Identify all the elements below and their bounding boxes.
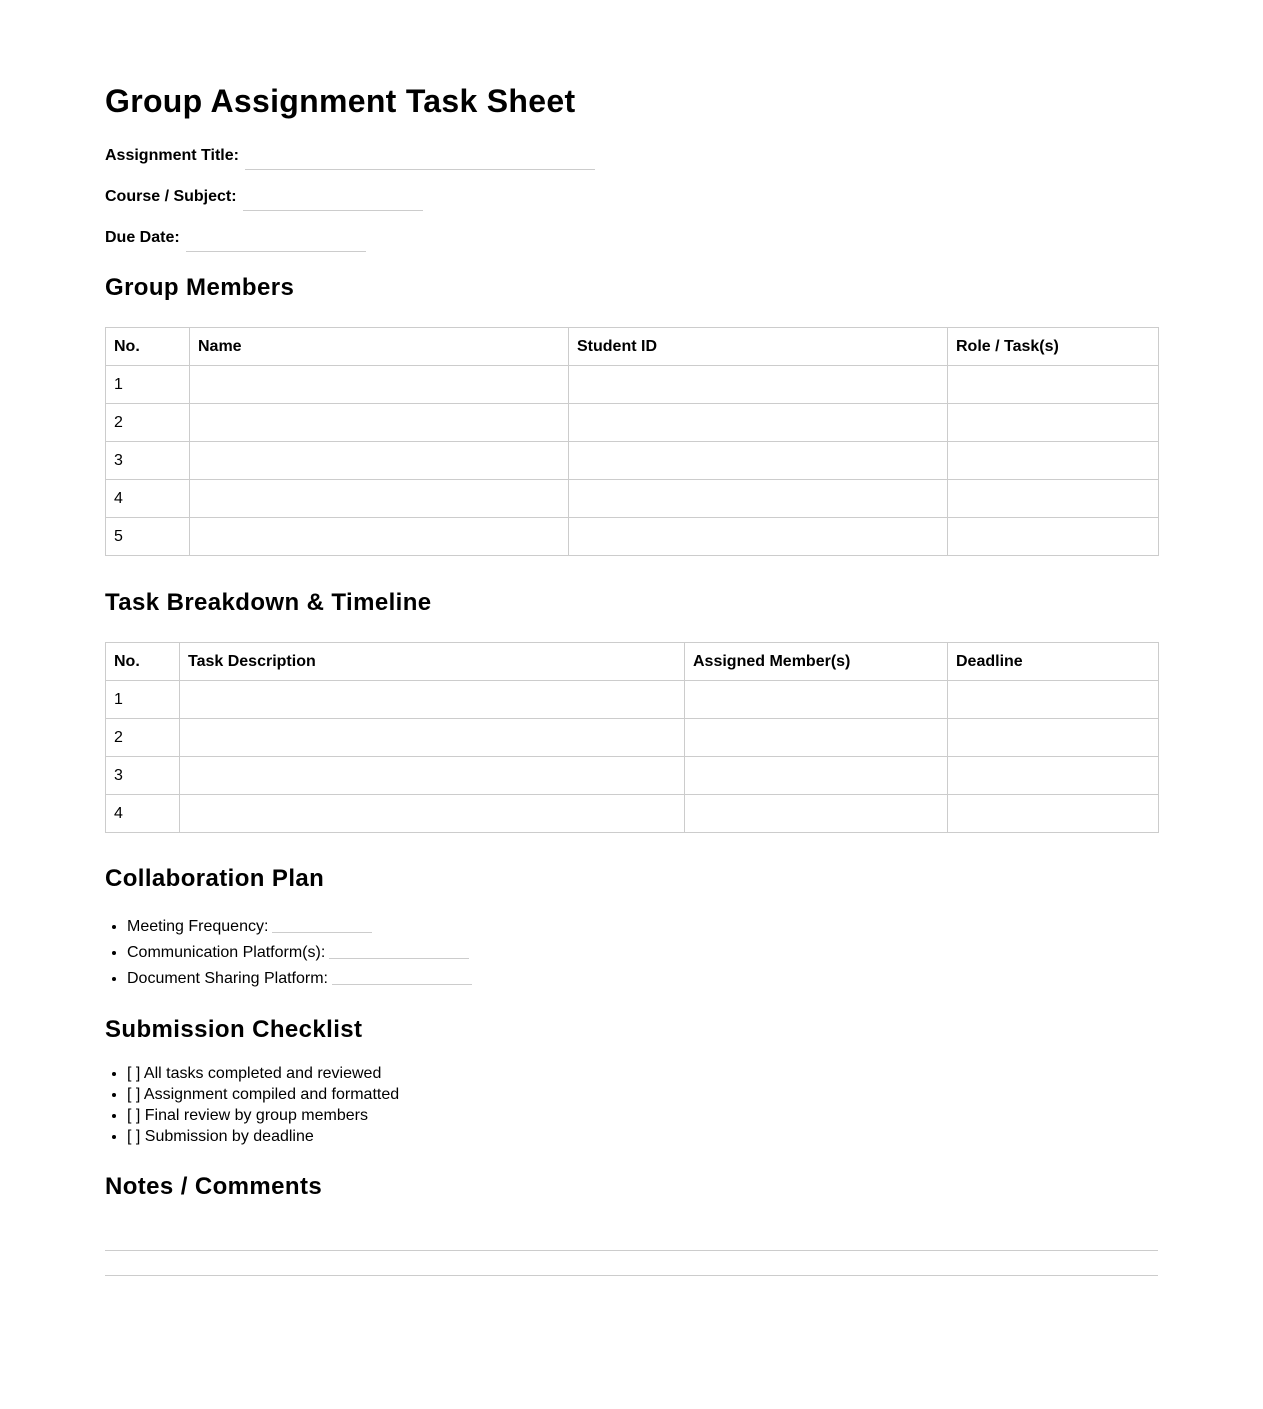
assigned-member-cell[interactable]	[685, 757, 948, 795]
row-number: 3	[106, 757, 180, 795]
table-row	[106, 442, 1159, 480]
collaboration-plan-heading: Collaboration Plan	[105, 865, 325, 892]
role-cell[interactable]	[948, 442, 1159, 480]
communication-platform-blank[interactable]	[329, 957, 469, 959]
row-number: 3	[106, 442, 190, 480]
name-cell[interactable]	[190, 518, 569, 556]
row-number: 1	[106, 366, 190, 404]
table-header-row	[106, 643, 1159, 681]
row-number: 2	[106, 719, 180, 757]
due-date-label: Due Date:	[105, 229, 180, 246]
row-number: 4	[106, 480, 190, 518]
checklist-item: • [ ] Submission by deadline	[127, 1126, 399, 1147]
assignment-title-blank[interactable]	[245, 168, 595, 170]
course-field	[105, 184, 423, 206]
due-date-field	[105, 225, 366, 247]
deadline-cell[interactable]	[948, 757, 1159, 795]
notes-line[interactable]	[105, 1250, 1158, 1251]
student-id-cell[interactable]	[569, 518, 948, 556]
table-row	[106, 719, 1159, 757]
column-header: No.	[106, 643, 180, 681]
list-item	[127, 966, 472, 992]
deadline-cell[interactable]	[948, 719, 1159, 757]
student-id-cell[interactable]	[569, 442, 948, 480]
table-row	[106, 366, 1159, 404]
table-row	[106, 518, 1159, 556]
name-cell[interactable]	[190, 480, 569, 518]
table-row	[106, 404, 1159, 442]
student-id-cell[interactable]	[569, 480, 948, 518]
table-row	[106, 480, 1159, 518]
document-sharing-blank[interactable]	[332, 983, 472, 985]
assignment-title-label: Assignment Title:	[105, 147, 239, 164]
name-cell[interactable]	[190, 366, 569, 404]
row-number: 5	[106, 518, 190, 556]
list-item	[127, 914, 472, 940]
submission-checklist-heading: Submission Checklist	[105, 1016, 363, 1043]
checklist-item: • [ ] Assignment compiled and formatted	[127, 1084, 399, 1105]
task-description-cell[interactable]	[180, 795, 685, 833]
list-item	[127, 940, 472, 966]
communication-platform-label: Communication Platform(s):	[127, 944, 326, 961]
checklist-item: • [ ] Final review by group members	[127, 1105, 399, 1126]
column-header: Role / Task(s)	[948, 328, 1159, 366]
role-cell[interactable]	[948, 518, 1159, 556]
deadline-cell[interactable]	[948, 795, 1159, 833]
collaboration-list	[105, 914, 472, 992]
task-breakdown-heading: Task Breakdown & Timeline	[105, 589, 432, 616]
group-members-table	[105, 327, 1159, 556]
role-cell[interactable]	[948, 480, 1159, 518]
notes-line[interactable]	[105, 1275, 1158, 1276]
assigned-member-cell[interactable]	[685, 795, 948, 833]
course-label: Course / Subject:	[105, 188, 237, 205]
meeting-frequency-blank[interactable]	[272, 931, 372, 933]
assignment-title-field	[105, 143, 595, 165]
task-breakdown-table	[105, 642, 1159, 833]
row-number: 2	[106, 404, 190, 442]
course-blank[interactable]	[243, 209, 423, 211]
role-cell[interactable]	[948, 404, 1159, 442]
due-date-blank[interactable]	[186, 250, 366, 252]
column-header: Name	[190, 328, 569, 366]
column-header: No.	[106, 328, 190, 366]
column-header: Assigned Member(s)	[685, 643, 948, 681]
table-row	[106, 795, 1159, 833]
column-header: Task Description	[180, 643, 685, 681]
student-id-cell[interactable]	[569, 404, 948, 442]
table-header-row	[106, 328, 1159, 366]
row-number: 1	[106, 681, 180, 719]
task-description-cell[interactable]	[180, 719, 685, 757]
student-id-cell[interactable]	[569, 366, 948, 404]
assigned-member-cell[interactable]	[685, 719, 948, 757]
role-cell[interactable]	[948, 366, 1159, 404]
name-cell[interactable]	[190, 442, 569, 480]
group-members-heading: Group Members	[105, 274, 295, 301]
task-description-cell[interactable]	[180, 757, 685, 795]
column-header: Deadline	[948, 643, 1159, 681]
meeting-frequency-label: Meeting Frequency:	[127, 918, 269, 935]
table-row	[106, 681, 1159, 719]
deadline-cell[interactable]	[948, 681, 1159, 719]
submission-checklist	[105, 1063, 399, 1147]
checklist-item: • [ ] All tasks completed and reviewed	[127, 1063, 399, 1084]
column-header: Student ID	[569, 328, 948, 366]
document-sharing-label: Document Sharing Platform:	[127, 970, 328, 987]
row-number: 4	[106, 795, 180, 833]
name-cell[interactable]	[190, 404, 569, 442]
notes-heading: Notes / Comments	[105, 1173, 323, 1200]
table-row	[106, 757, 1159, 795]
page-title: Group Assignment Task Sheet	[105, 83, 576, 119]
assigned-member-cell[interactable]	[685, 681, 948, 719]
task-description-cell[interactable]	[180, 681, 685, 719]
